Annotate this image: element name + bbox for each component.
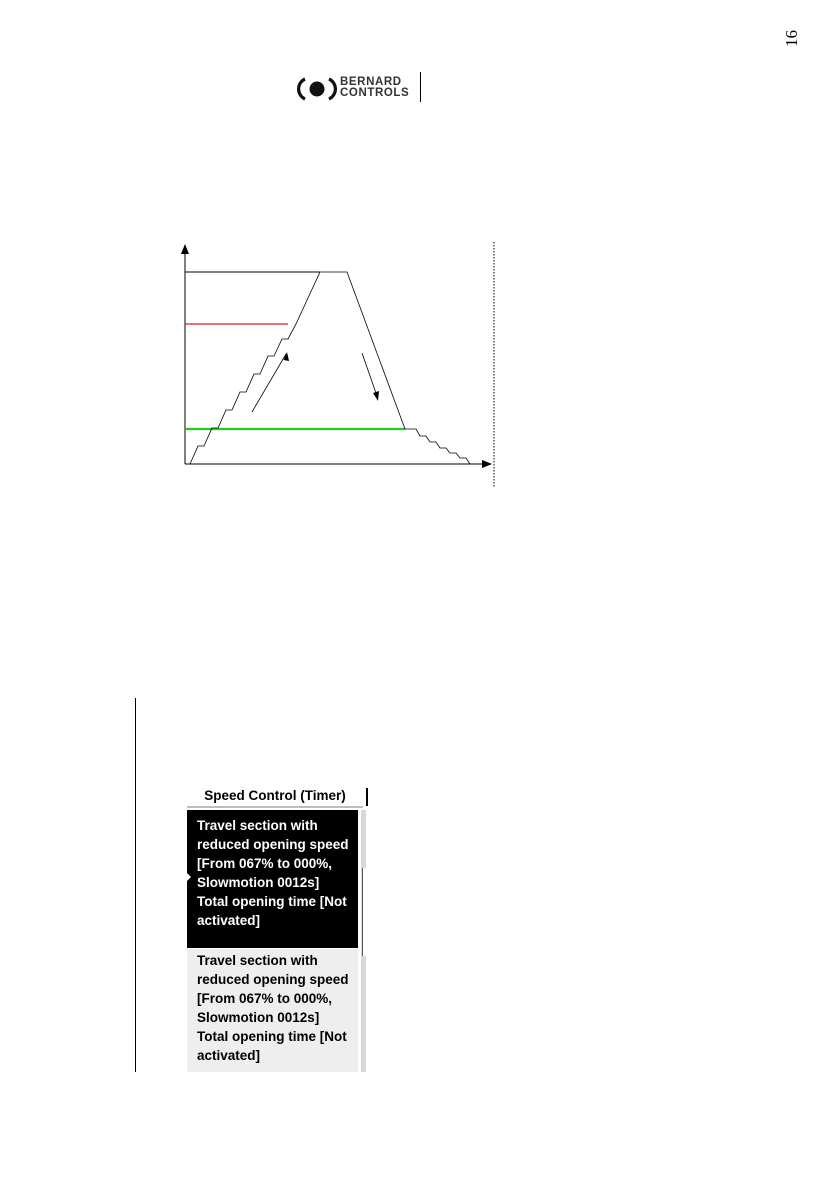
logo-line-1: BERNARD xyxy=(340,76,402,88)
item-line: [From 067% to 000%, xyxy=(197,856,333,871)
header-divider xyxy=(420,72,421,102)
item-line: Travel section with xyxy=(197,953,318,968)
display-title-edge xyxy=(366,788,368,806)
travel-curve xyxy=(185,272,488,464)
down-arrow-line xyxy=(362,353,377,396)
selection-caret-icon xyxy=(186,872,191,882)
item-line: activated] xyxy=(197,913,261,928)
logo-line-2: CONTROLS xyxy=(340,87,410,99)
item-line: Travel section with xyxy=(197,818,318,833)
item-line: reduced opening speed xyxy=(197,837,349,852)
y-axis-arrow-icon xyxy=(181,244,189,254)
down-arrow-icon xyxy=(373,391,379,401)
item-line: [From 067% to 000%, xyxy=(197,991,333,1006)
company-logo xyxy=(296,72,436,106)
item-line: activated] xyxy=(197,1048,261,1063)
menu-item-selected[interactable] xyxy=(187,810,358,948)
bernard-controls-logo-mark-icon xyxy=(296,76,338,102)
change-margin-bar xyxy=(135,698,136,1072)
display-title: Speed Control (Timer) xyxy=(187,786,363,808)
scrollbar-thumb[interactable] xyxy=(362,868,366,956)
menu-item[interactable] xyxy=(187,949,358,1072)
page-number: 16 xyxy=(782,30,801,47)
item-line: Total opening time [Not xyxy=(197,894,347,909)
logo-wordmark xyxy=(340,77,409,99)
travel-speed-diagram xyxy=(170,236,505,496)
up-arrow-line xyxy=(252,354,286,412)
item-line: reduced opening speed xyxy=(197,972,349,987)
item-line: Slowmotion 0012s] xyxy=(197,875,320,890)
item-line: Slowmotion 0012s] xyxy=(197,1010,320,1025)
speed-control-display xyxy=(187,786,368,1072)
item-line: Total opening time [Not xyxy=(197,1029,347,1044)
